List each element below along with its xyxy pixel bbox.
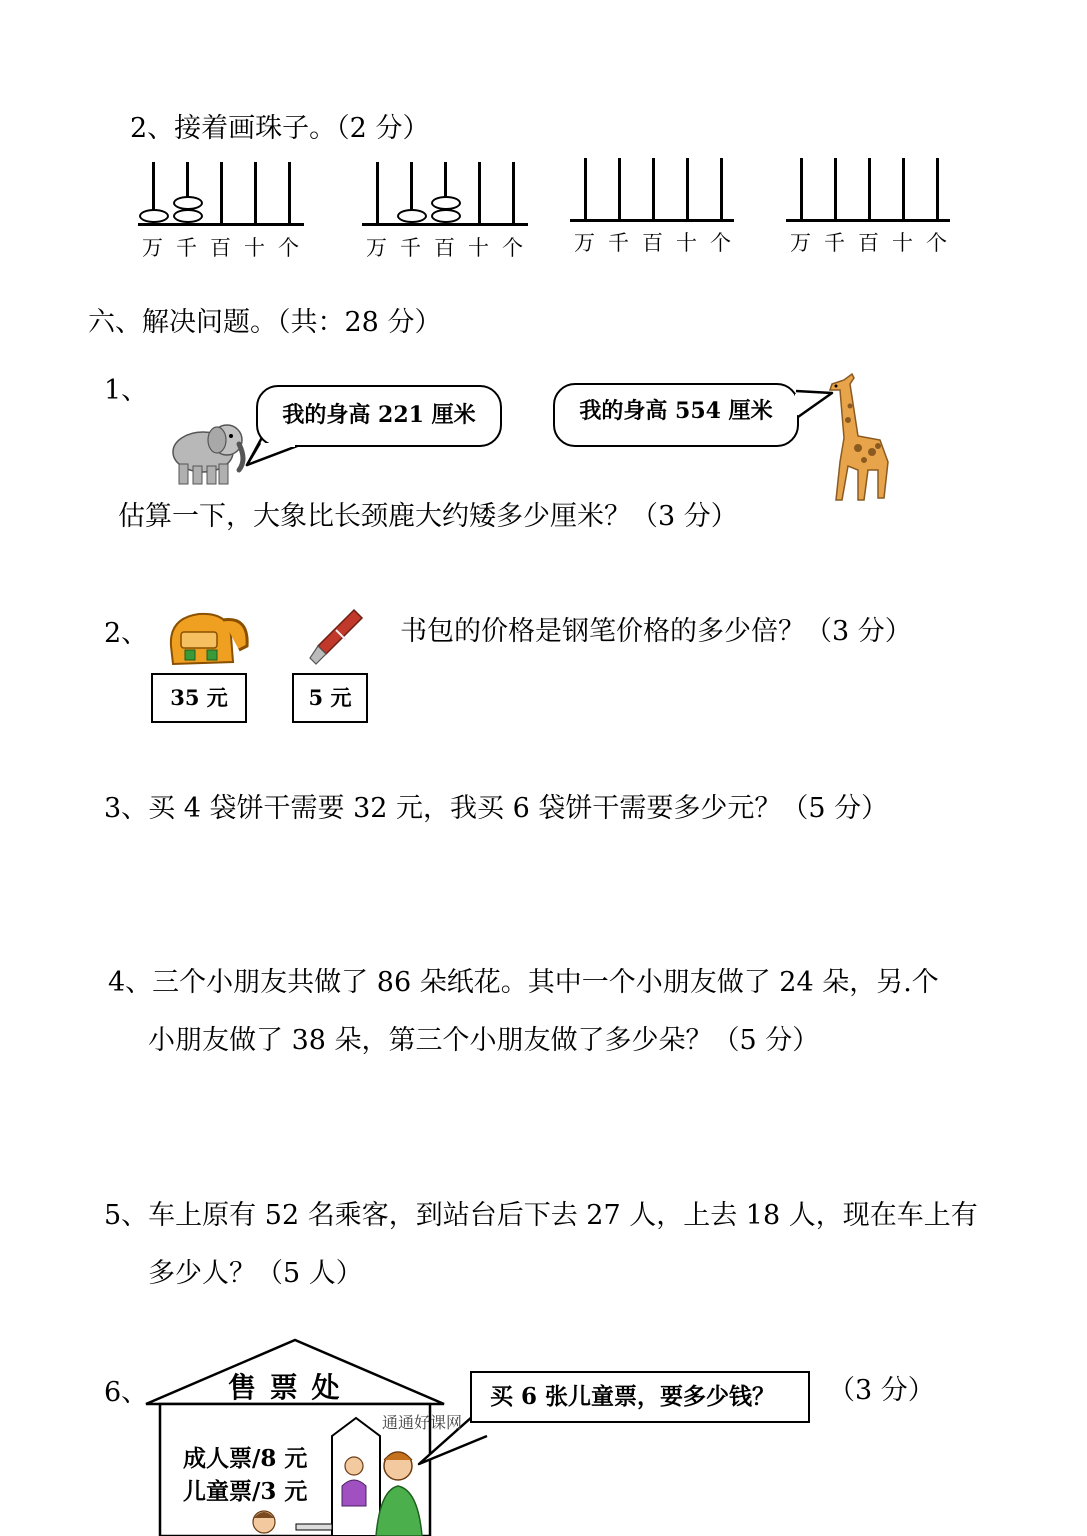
q5-line-1: 5、车上原有 52 名乘客，到站台后下去 27 人，上去 18 人，现在车上有 <box>104 1200 978 1231</box>
child-speech-box: 买 6 张儿童票，要多少钱？ <box>470 1371 810 1423</box>
giraffe-icon <box>818 366 896 504</box>
q5-line-2: 多少人？（5 人） <box>148 1258 363 1289</box>
q1-number: 1、 <box>104 375 149 406</box>
q4-line-1: 4、三个小朋友共做了 86 朵纸花。其中一个小朋友做了 24 朵，另.个 <box>108 967 939 998</box>
child-ticket-price: 儿童票/3 元 <box>183 1478 308 1505</box>
abacus-1-labels: 万 千 百 十 个 <box>142 236 299 260</box>
abacus-2-labels: 万 千 百 十 个 <box>366 236 523 260</box>
adult-ticket-price: 成人票/8 元 <box>183 1445 308 1472</box>
school-bag-icon <box>163 606 253 668</box>
q2-question: 书包的价格是钢笔价格的多少倍？（3 分） <box>400 616 912 647</box>
q6-score: （3 分） <box>828 1375 935 1406</box>
abacus-4-labels: 万 千 百 十 个 <box>790 231 947 255</box>
fountain-pen-icon <box>306 606 366 668</box>
section-title: 六、解决问题。（共：28 分） <box>88 307 442 338</box>
abacus-question-title: 2、接着画珠子。（2 分） <box>130 113 430 144</box>
ticket-booth-sign: 售 票 处 <box>228 1371 342 1404</box>
giraffe-speech-bubble: 我的身高 554 厘米 <box>553 383 799 447</box>
q6-number: 6、 <box>104 1377 149 1408</box>
q1-question: 估算一下，大象比长颈鹿大约矮多少厘米？（3 分） <box>118 501 738 532</box>
q4-line-2: 小朋友做了 38 朵，第三个小朋友做了多少朵？（5 分） <box>148 1025 820 1056</box>
watermark-text: 通通好课网 <box>382 1413 463 1432</box>
elephant-bubble-tail-overlay <box>245 385 325 470</box>
q2-number: 2、 <box>104 618 149 649</box>
school-bag-price: 35 元 <box>151 673 247 723</box>
elephant-speech-bubble: 我的身高 221 厘米 <box>256 385 502 447</box>
q3-question: 3、买 4 袋饼干需要 32 元，我买 6 袋饼干需要多少元？（5 分） <box>104 793 889 824</box>
elephant-icon <box>155 412 250 492</box>
pen-price: 5 元 <box>292 673 368 723</box>
abacus-3-labels: 万 千 百 十 个 <box>574 231 731 255</box>
